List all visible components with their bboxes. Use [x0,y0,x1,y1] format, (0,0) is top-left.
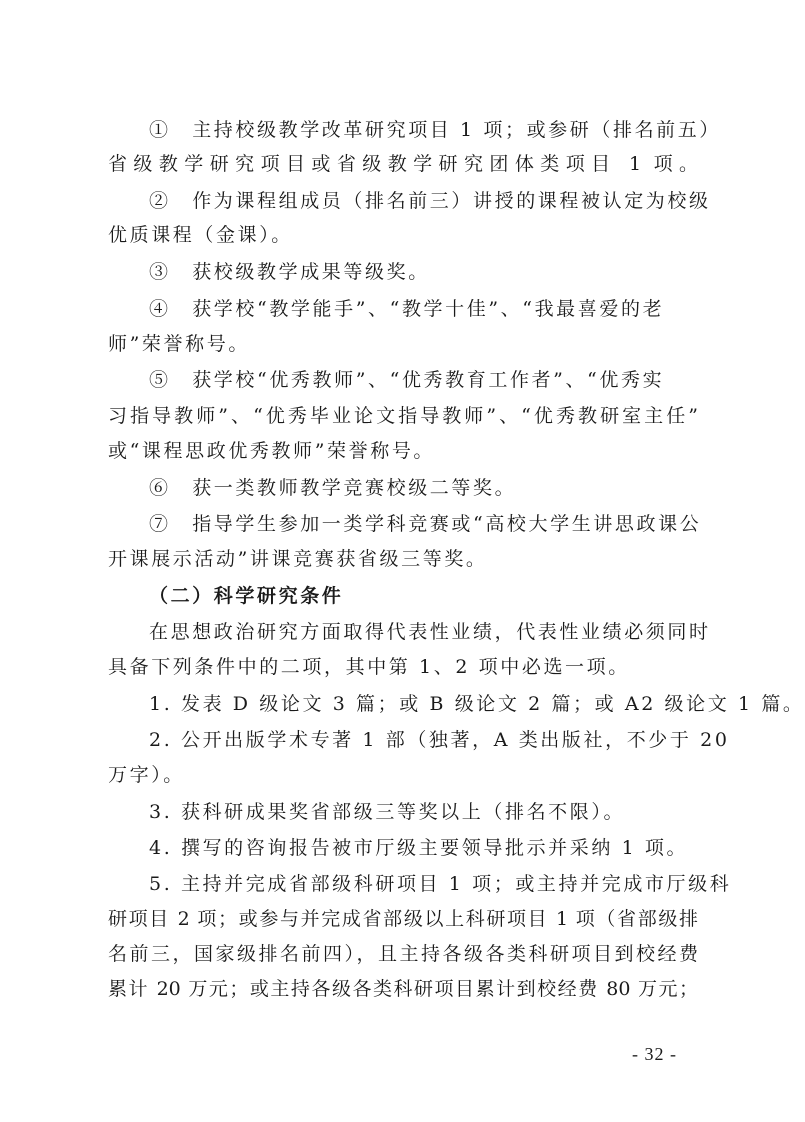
condition-2-line-1: 2. 公开出版学术专著 1 部（独著，A 类出版社，不少于 20 [149,729,730,751]
item-3-line-1: ③ 获校级教学成果等级奖。 [149,261,430,283]
item-5-line-2: 习指导教师”、“优秀毕业论文指导教师”、“优秀教研室主任” [108,405,698,427]
research-intro-line-1: 在思想政治研究方面取得代表性业绩，代表性业绩必须同时 [149,621,711,643]
item-4-line-1: ④ 获学校“教学能手”、“教学十佳”、“我最喜爱的老 [149,298,665,320]
item-4-line-2: 师”荣誉称号。 [108,333,250,355]
item-1-line-1: ① 主持校级教学改革研究项目 1 项；或参研（排名前五） [149,119,721,141]
item-1-line-2: 省级教学研究项目或省级教学研究团体类项目 1 项。 [108,153,698,175]
item-5-line-1: ⑤ 获学校“优秀教师”、“优秀教育工作者”、“优秀实 [149,369,665,391]
item-2-line-2: 优质课程（金课）。 [108,224,293,246]
condition-5-line-3: 名前三，国家级排名前四），且主持各级各类科研项目到校经费 [108,943,698,965]
condition-5-line-4: 累计 20 万元；或主持各级各类科研项目累计到校经费 80 万元； [108,978,698,1000]
section-heading-research: （二）科学研究条件 [149,585,344,607]
page-number: - 32 - [632,1044,677,1064]
item-7-line-1: ⑦ 指导学生参加一类学科竞赛或“高校大学生讲思政课公 [149,513,702,535]
item-6-line-1: ⑥ 获一类教师教学竞赛校级二等奖。 [149,477,517,499]
condition-5-line-1: 5. 主持并完成省部级科研项目 1 项；或主持并完成市厅级科 [149,873,732,895]
item-2-line-1: ② 作为课程组成员（排名前三）讲授的课程被认定为校级 [149,190,711,212]
item-7-line-2: 开课展示活动”讲课竞赛获省级三等奖。 [108,548,488,570]
condition-5-line-2: 研项目 2 项；或参与并完成省部级以上科研项目 1 项（省部级排 [108,908,698,930]
condition-3-line-1: 3. 获科研成果奖省部级三等奖以上（排名不限）。 [149,801,626,823]
condition-4-line-1: 4. 撰写的咨询报告被市厅级主要领导批示并采纳 1 项。 [149,837,689,859]
item-5-line-3: 或“课程思政优秀教师”荣誉称号。 [108,440,436,462]
research-intro-line-2: 具备下列条件中的二项，其中第 1、2 项中必选一项。 [108,656,630,678]
condition-1-line-1: 1. 发表 D 级论文 3 篇；或 B 级论文 2 篇；或 A2 级论文 1 篇。 [149,693,805,715]
condition-2-line-2: 万字）。 [108,764,185,786]
